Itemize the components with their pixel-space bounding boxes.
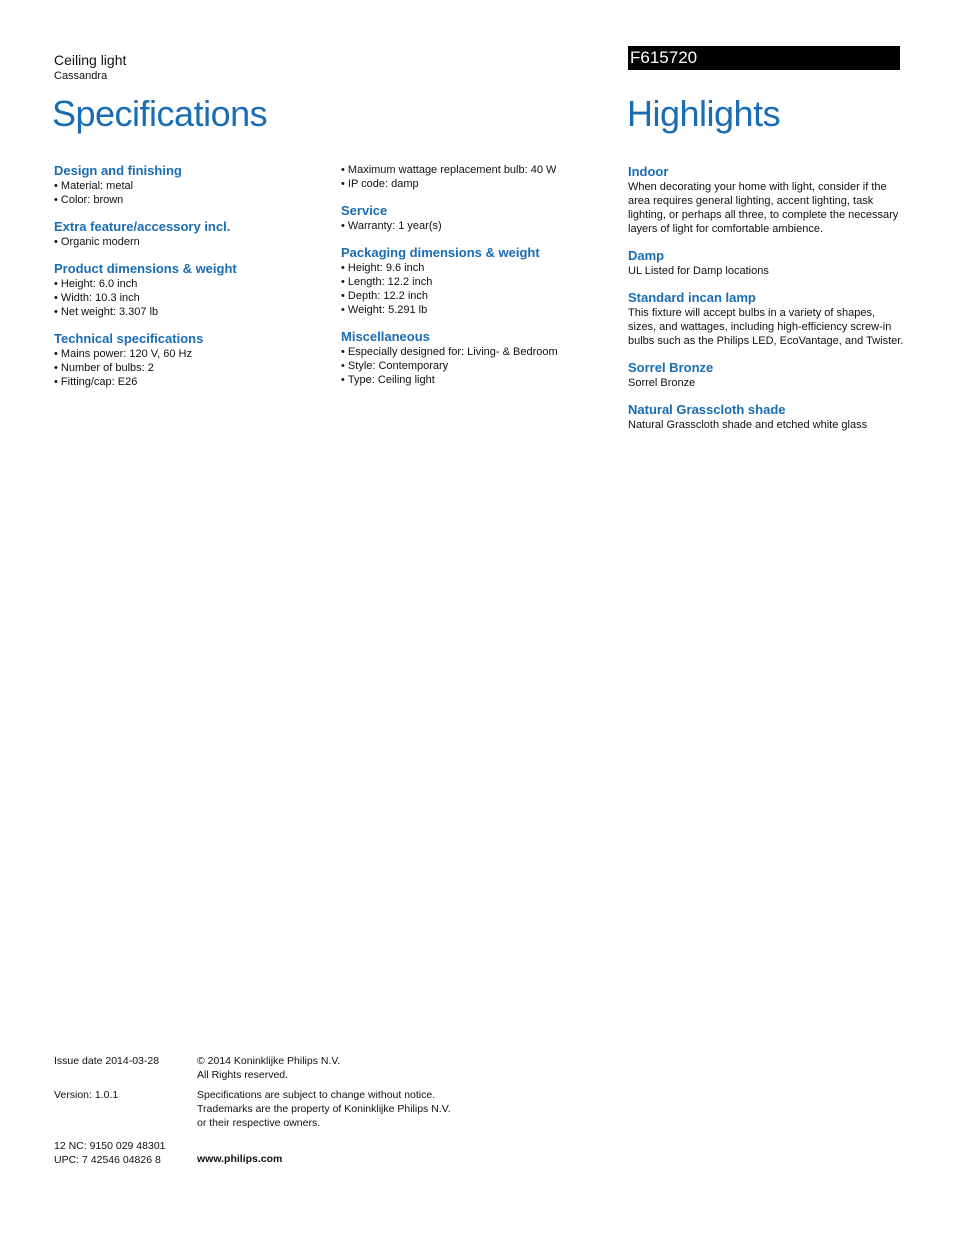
spec-section-technical [54,331,324,389]
specs-column-1 [54,163,324,401]
spec-section-product-dimensions [54,261,324,319]
spec-section-title: Packaging dimensions & weight [341,245,540,260]
model-code: F615720 [630,48,698,67]
highlight-damp [628,248,904,278]
spec-item: • Organic modern [54,235,324,249]
highlight-title: Indoor [628,164,669,179]
upc-number: UPC: 7 42546 04826 8 [54,1154,161,1166]
rights-reserved: All Rights reserved. [197,1069,289,1081]
spec-item: • Warranty: 1 year(s) [341,219,611,233]
version: Version: 1.0.1 [54,1089,119,1101]
spec-section-title: Design and finishing [54,163,182,178]
highlight-text: Sorrel Bronze [628,377,696,389]
highlight-text: UL Listed for Damp locations [628,265,769,277]
issue-date: Issue date 2014-03-28 [54,1055,160,1067]
spec-item: • Height: 9.6 inch [341,261,611,275]
spec-item: • Net weight: 3.307 lb [54,305,324,319]
highlight-grasscloth-shade [628,402,904,432]
spec-item: • Height: 6.0 inch [54,277,324,291]
spec-item: • Maximum wattage replacement bulb: 40 W [341,163,611,177]
website-link[interactable]: www.philips.com [197,1153,283,1165]
spec-item: • Style: Contemporary [341,359,611,373]
notice-line-2: Trademarks are the property of Koninklijke Philips N.V. [197,1103,451,1115]
spec-item: • Fitting/cap: E26 [54,375,324,389]
spec-item: • Mains power: 120 V, 60 Hz [54,347,324,361]
product-type: Ceiling light [54,52,127,68]
spec-section-service [341,203,611,233]
highlight-title: Standard incan lamp [628,290,756,305]
spec-item: • Number of bulbs: 2 [54,361,324,375]
spec-section-title: Service [341,203,388,218]
highlight-sorrel-bronze [628,360,904,390]
highlights-title: Highlights [627,93,781,134]
notice-line-3: or their respective owners. [197,1117,321,1129]
spec-item: • IP code: damp [341,177,611,191]
spec-section-design [54,163,324,207]
spec-section-title: Miscellaneous [341,329,430,344]
spec-section-miscellaneous [341,329,611,387]
spec-item: • Weight: 5.291 lb [341,303,611,317]
spec-section-title: Technical specifications [54,331,204,346]
highlight-text: When decorating your home with light, consider if the area requires general lighting, accent lighting, task lighting, or perhaps all three, to complete the necessary layers of light for comfortable ambience. [628,181,899,235]
highlight-indoor [628,164,904,236]
spec-item: • Material: metal [54,179,324,193]
spec-section-title: Product dimensions & weight [54,261,237,276]
highlight-standard-incan-lamp [628,290,904,348]
highlight-text: This fixture will accept bulbs in a variety of shapes, sizes, and wattages, including high-efficiency screw-in bulbs such as the Philips LED, EcoVantage, and Twister. [628,307,904,347]
product-name: Cassandra [54,70,108,82]
highlight-text: Natural Grasscloth shade and etched white glass [628,419,868,431]
highlights-column [628,164,904,444]
spec-section-packaging [341,245,611,317]
highlight-title: Damp [628,248,665,263]
spec-item: • Width: 10.3 inch [54,291,324,305]
highlight-title: Sorrel Bronze [628,360,714,375]
spec-item: • Type: Ceiling light [341,373,611,387]
model-code-bar [628,46,900,70]
spec-item: • Especially designed for: Living- & Bedroom [341,345,611,359]
copyright: © 2014 Koninklijke Philips N.V. [197,1055,341,1067]
spec-section-extra-feature [54,219,324,249]
nc-number: 12 NC: 9150 029 48301 [54,1140,166,1152]
highlight-title: Natural Grasscloth shade [628,402,786,417]
specs-column-2 [341,163,611,399]
spec-item: • Length: 12.2 inch [341,275,611,289]
spec-section-title: Extra feature/accessory incl. [54,219,231,234]
specifications-title: Specifications [52,93,268,134]
spec-item: • Color: brown [54,193,324,207]
spec-section-technical-continued [341,163,611,191]
notice-line-1: Specifications are subject to change without notice. [197,1089,436,1101]
spec-item: • Depth: 12.2 inch [341,289,611,303]
